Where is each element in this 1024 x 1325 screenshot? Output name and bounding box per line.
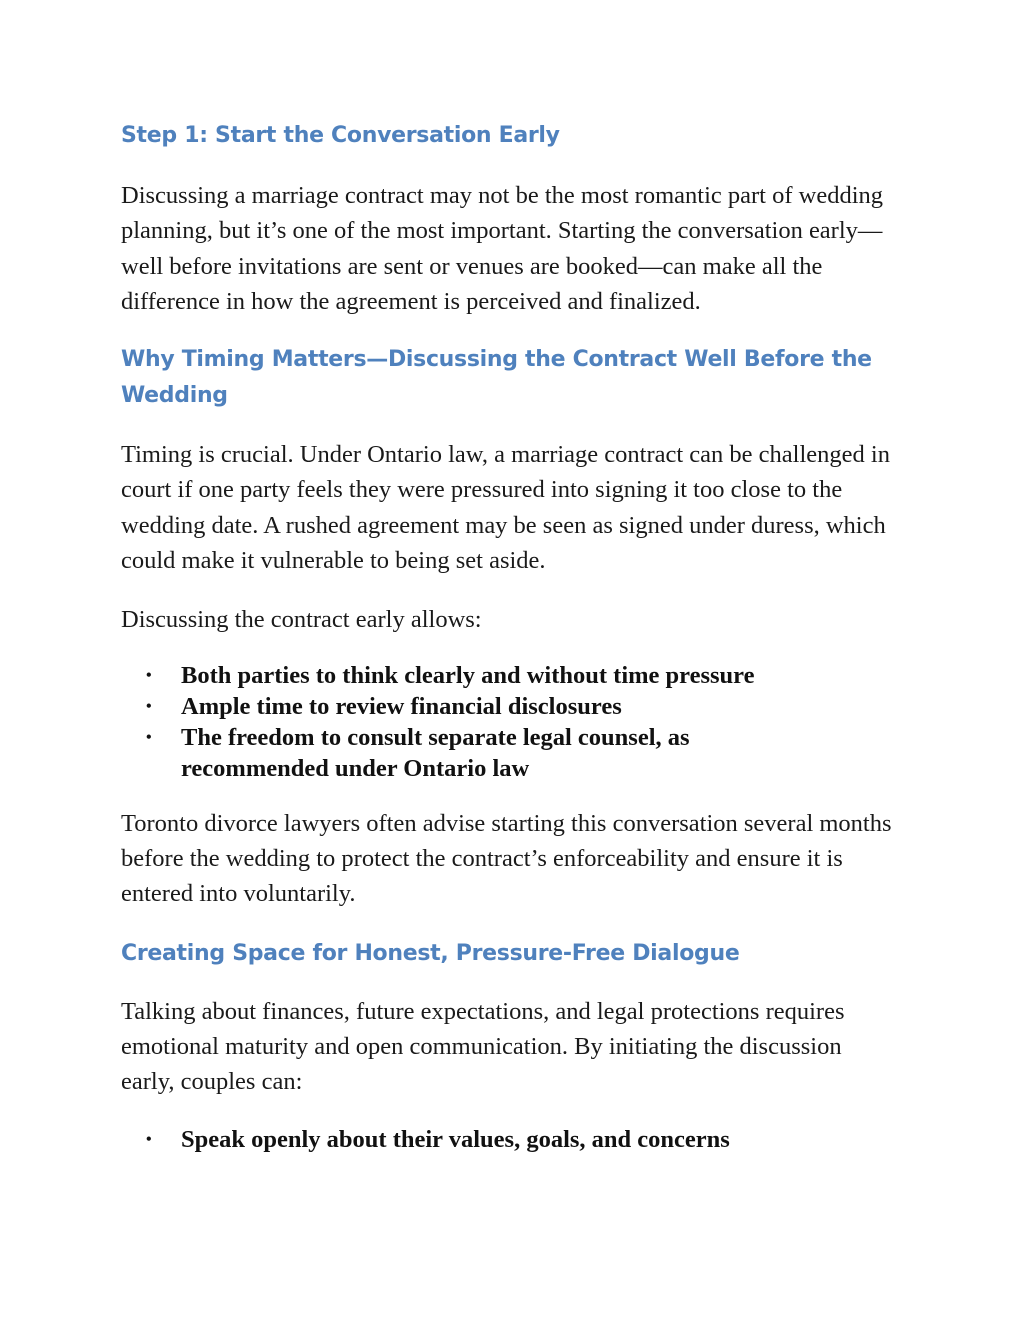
step1-paragraph: Discussing a marriage contract may not be the most romantic part of wedding planning, but it’s one of the most important. Starting the conversation early—well before invitations are sent or venues are booked—can make all the difference in how the agreement is perceived and finalized. [121, 182, 884, 315]
list-item [121, 691, 901, 722]
list-item [121, 660, 901, 691]
bullet-icon: • [146, 728, 152, 746]
timing-paragraph-3: Toronto divorce lawyers often advise starting this conversation several months before the wedding to protect the contract’s enforceability and ensure it is entered into voluntarily. [121, 809, 892, 908]
list-item [121, 722, 901, 784]
list-item-text: Ample time to review financial disclosures [181, 692, 622, 720]
bullet-icon: • [146, 666, 152, 684]
list-item-text: Speak openly about their values, goals, and concerns [181, 1126, 730, 1154]
list-item-text: Both parties to think clearly and without time pressure [181, 661, 755, 689]
dialogue-bullet-list [121, 1124, 901, 1155]
step1-heading: Step 1: Start the Conversation Early [121, 123, 560, 148]
dialogue-heading: Creating Space for Honest, Pressure-Free Dialogue [121, 940, 740, 966]
list-item [121, 1124, 901, 1155]
timing-bullet-list [121, 660, 901, 784]
list-item-text: The freedom to consult separate legal counsel, as recommended under Ontario law [181, 723, 690, 782]
document-page [121, 118, 901, 1155]
timing-paragraph-2: Discussing the contract early allows: [121, 606, 482, 634]
timing-heading: Why Timing Matters—Discussing the Contract Well Before the Wedding [121, 347, 872, 409]
dialogue-paragraph: Talking about finances, future expectations, and legal protections requires emotional maturity and open communication. By initiating the discussion early, couples can: [121, 997, 845, 1096]
bullet-icon: • [146, 697, 152, 715]
timing-paragraph-1: Timing is crucial. Under Ontario law, a marriage contract can be challenged in court if one party feels they were pressured into signing it too close to the wedding date. A rushed agreement may be seen as signed under duress, which could make it vulnerable to being set aside. [121, 441, 890, 575]
bullet-icon: • [146, 1131, 152, 1149]
